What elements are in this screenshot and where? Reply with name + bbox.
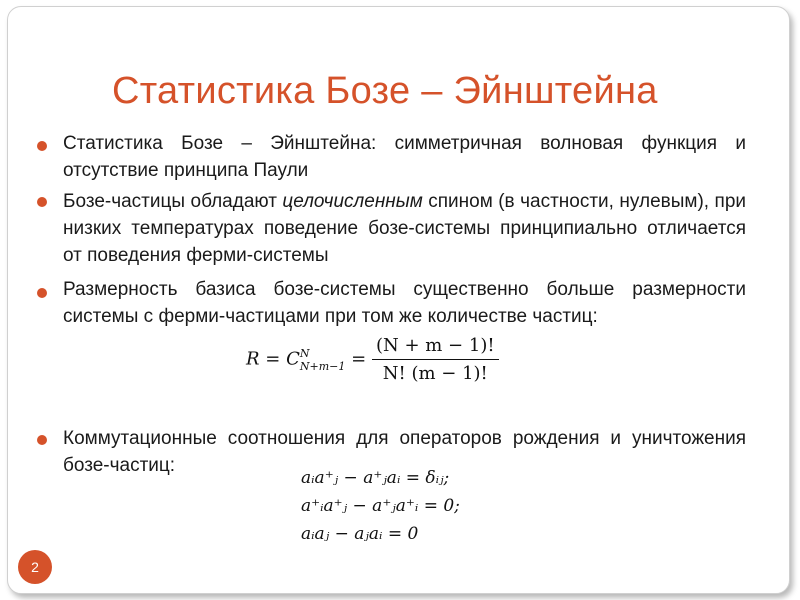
commutator-relation-3: aᵢaⱼ − aⱼaᵢ = 0 [301,524,419,544]
bullet-dot [37,435,47,445]
italic-emphasis: целочисленным [282,191,423,212]
fraction: $\frac{(N + m - 1)!}{N! (m - 1)!}$ [372,335,499,384]
slide-number-badge: 2 [18,550,52,584]
commutator-relation-2: a⁺ᵢa⁺ⱼ − a⁺ⱼa⁺ᵢ = 0; [301,496,460,516]
bullet-dot [37,141,47,151]
bullet-text-2: Бозе-частицы обладают целочисленным спином (в частности, нулевым), при низких температурах поведение бозе-системы принципиально отличается от поведения ферми-системы [63,191,747,266]
commutator-relation-1: aᵢa⁺ⱼ − a⁺ⱼaᵢ = δᵢⱼ; [301,468,450,488]
dimension-formula: R = C N N+m−1 = $\frac{(N + m - 1)!}{N! (m - 1)!}$ [246,335,499,384]
bullet-text-1: Статистика Бозе – Эйнштейна: симметричная волновая функция и отсутствие принципа Паули [63,133,746,181]
bullet-dot [37,288,47,298]
bullet-text-3: Размерность базиса бозе-системы существенно больше размерности системы с ферми-частицами при том же количестве частиц: [63,279,746,327]
slide-title: Статистика Бозе – Эйнштейна [112,70,658,112]
bullet-text-4: Коммутационные соотношения для операторов рождения и уничтожения бозе-частиц: [63,428,746,476]
bullet-dot [37,197,47,207]
